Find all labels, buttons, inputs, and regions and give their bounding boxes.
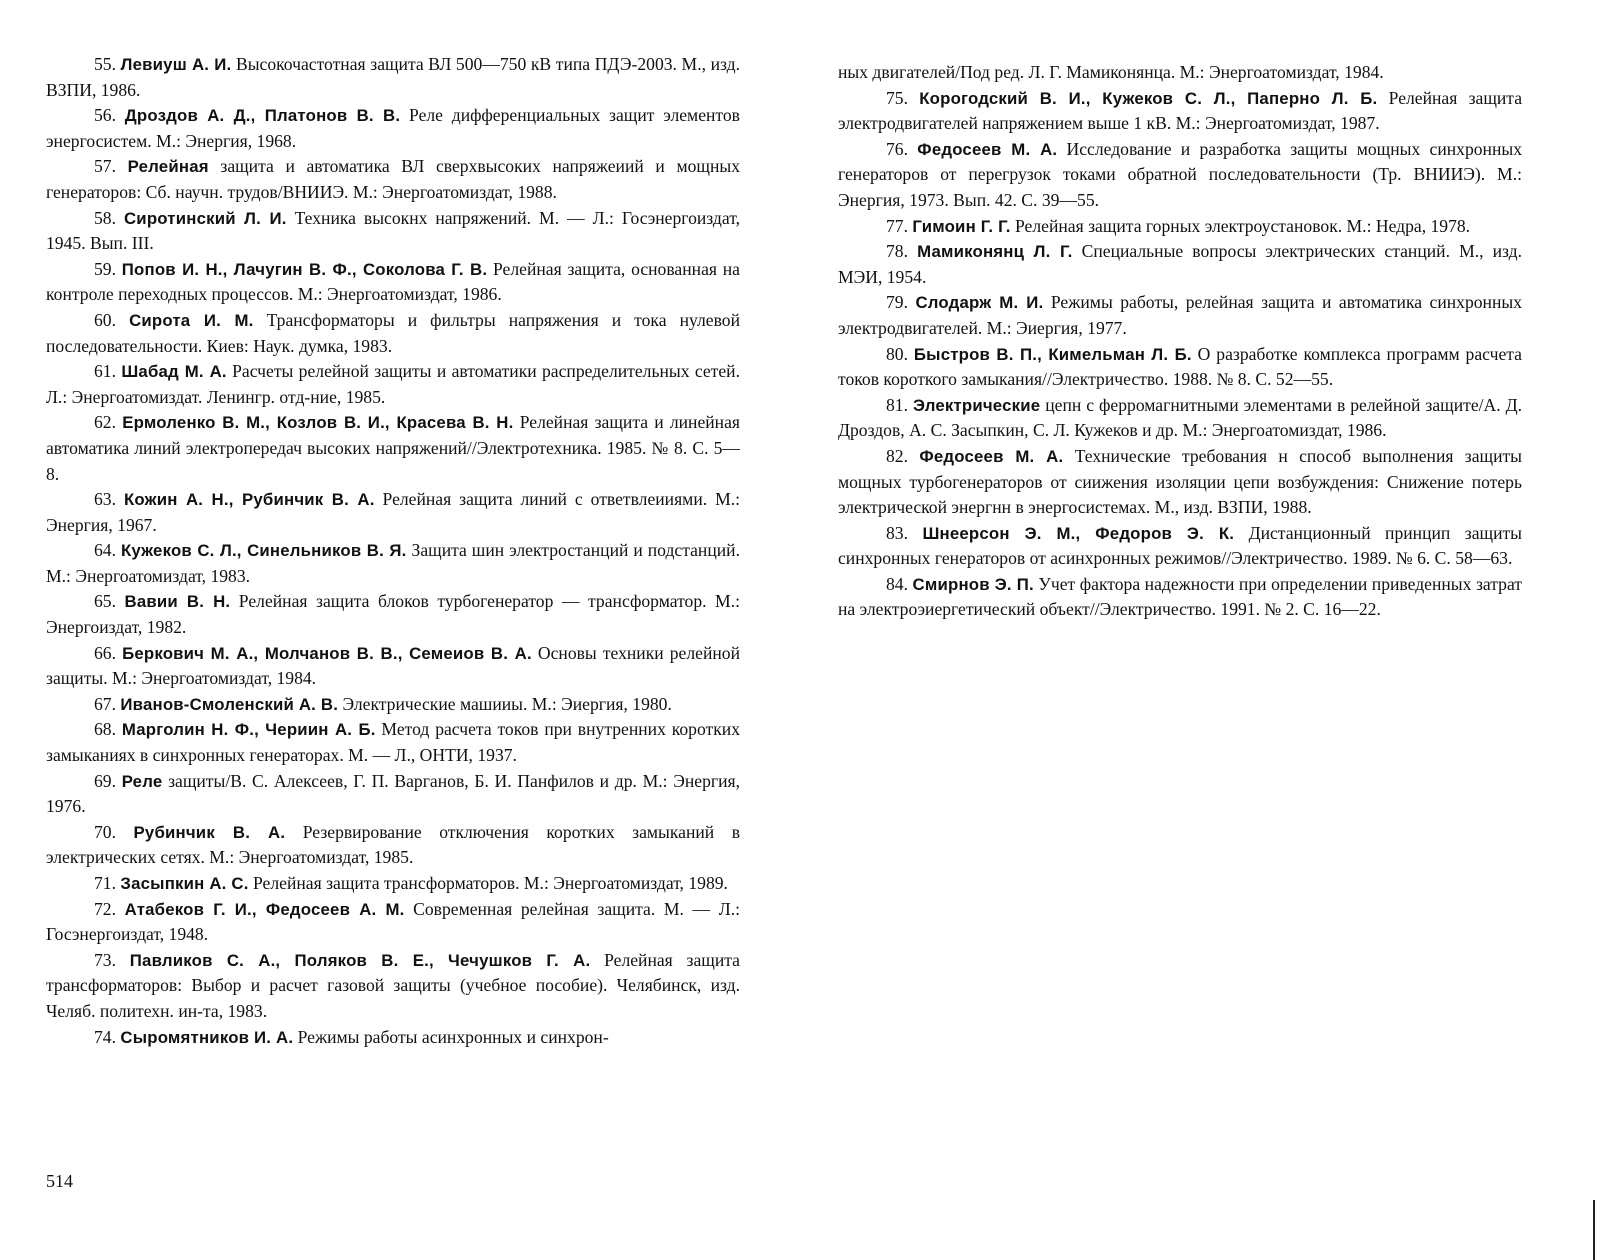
reference-author: Атабеков Г. И., Федосеев А. М. bbox=[124, 899, 405, 919]
reference-author: Попов И. Н., Лачугин В. Ф., Соколова Г. В. bbox=[121, 259, 488, 279]
reference-author: Беркович М. А., Молчанов В. В., Семеиов В. А. bbox=[122, 643, 532, 663]
reference-entry bbox=[838, 342, 1522, 393]
reference-text: Релейная защита электродвигателей напряжением выше 1 кВ. М.: Энергоатомиздат, 1987. bbox=[838, 87, 1522, 134]
reference-text: Техника высокнх напряжений. М. — Л.: Госэнергоиздат, 1945. Вып. III. bbox=[46, 207, 740, 254]
reference-author: Ермоленко В. М., Козлов В. И., Красева В. Н. bbox=[122, 413, 514, 433]
continued-entry-text: ных двигателей/Под ред. Л. Г. Мамиконянца. М.: Энергоатомиздат, 1984. bbox=[838, 62, 1384, 82]
reference-text: Расчеты релейной защиты и автоматики распределительных сетей. Л.: Энергоатомиздат. Ленингр. отд-ние, 1985. bbox=[46, 361, 740, 407]
reference-entry bbox=[838, 137, 1522, 214]
reference-author: Релейная bbox=[127, 157, 209, 177]
reference-number: 68. bbox=[94, 719, 116, 740]
reference-author: Павликов С. А., Поляков В. Е., Чечушков Г. А. bbox=[129, 950, 591, 970]
reference-text: Исследование и разработка защиты мощных синхронных генераторов от перегрузок токами обратной последовательности (Тр. ВНИИЭ). М.: Энергия, 1973. Вып. 42. С. 39—55. bbox=[838, 138, 1523, 210]
right-column bbox=[838, 60, 1522, 623]
reference-number: 62. bbox=[94, 412, 116, 433]
reference-entry bbox=[838, 86, 1522, 137]
left-column bbox=[46, 52, 740, 1050]
reference-author: Кожин А. Н., Рубинчик В. А. bbox=[123, 490, 375, 510]
reference-number: 58. bbox=[94, 207, 116, 228]
reference-author: Электрические bbox=[912, 395, 1041, 415]
reference-text: Релейная защита, основанная на контроле переходных процессов. М.: Энергоатомиздат, 1986. bbox=[46, 258, 740, 305]
reference-number: 63. bbox=[94, 489, 116, 510]
reference-number: 57. bbox=[94, 156, 116, 177]
reference-number: 73. bbox=[94, 949, 116, 970]
reference-entry bbox=[46, 641, 740, 692]
reference-number: 69. bbox=[94, 770, 116, 791]
reference-author: Дроздов А. Д., Платонов В. В. bbox=[124, 106, 401, 126]
page-edge-rule bbox=[1593, 1200, 1595, 1260]
reference-entry bbox=[46, 589, 740, 640]
reference-text: Режимы работы, релейная защита и автоматика синхронных электродвигателей. М.: Эиергия, 1977. bbox=[838, 292, 1522, 338]
reference-number: 83. bbox=[886, 522, 908, 543]
reference-entry bbox=[46, 948, 740, 1025]
reference-author: Кужеков С. Л., Синельников В. Я. bbox=[120, 541, 407, 561]
reference-entry bbox=[46, 206, 740, 257]
reference-entry bbox=[46, 871, 740, 897]
reference-entry bbox=[46, 897, 740, 948]
reference-entry bbox=[46, 538, 740, 589]
reference-entry bbox=[838, 572, 1522, 623]
reference-entry bbox=[46, 1025, 740, 1051]
reference-text: Основы техники релейной защиты. М.: Энергоатомиздат, 1984. bbox=[46, 642, 740, 689]
reference-author: Марголин Н. Ф., Чериин А. Б. bbox=[121, 720, 376, 740]
reference-entry bbox=[46, 769, 740, 820]
reference-number: 56. bbox=[94, 105, 116, 126]
reference-entry bbox=[838, 393, 1522, 444]
reference-entry bbox=[838, 521, 1522, 572]
reference-text: Релейная защита линий с ответвлеииями. М.: Энергия, 1967. bbox=[46, 489, 740, 535]
reference-text: Защита шин электростанций и подстанций. М.: Энергоатомиздат, 1983. bbox=[46, 540, 740, 586]
right-entry-list bbox=[838, 86, 1522, 623]
reference-text: Электрические машииы. М.: Эиергия, 1980. bbox=[338, 693, 672, 714]
reference-text: Реле дифференциальных защит элементов энергосистем. М.: Энергия, 1968. bbox=[46, 105, 740, 151]
reference-author: Засыпкин А. С. bbox=[120, 874, 249, 893]
reference-number: 64. bbox=[94, 540, 116, 561]
reference-number: 72. bbox=[94, 898, 116, 919]
reference-author: Сиротинский Л. И. bbox=[123, 208, 287, 228]
reference-author: Федосеев М. А. bbox=[917, 139, 1058, 159]
reference-number: 59. bbox=[94, 258, 116, 279]
reference-text: Дистанционный принцип защиты синхронных генераторов от асинхронных режимов//Электричество. 1989. № 6. С. 58—63. bbox=[838, 522, 1522, 569]
reference-entry bbox=[46, 717, 740, 768]
reference-author: Иванов-Смоленский А. В. bbox=[120, 694, 339, 714]
reference-entry bbox=[46, 257, 740, 308]
reference-entry bbox=[46, 692, 740, 718]
reference-text: защита и автоматика ВЛ сверхвысоких напряжеиий и мощных генераторов: Сб. научн. трудов/ВНИИЭ. М.: Энергоатомиздат, 1988. bbox=[46, 156, 740, 202]
reference-number: 61. bbox=[94, 361, 116, 382]
reference-author: Гимоин Г. Г. bbox=[912, 216, 1011, 236]
reference-text: защиты/В. С. Алексеев, Г. П. Варганов, Б. И. Панфилов и др. М.: Энергия, 1976. bbox=[46, 770, 740, 817]
reference-author: Вавии В. Н. bbox=[124, 592, 231, 612]
reference-entry bbox=[46, 820, 740, 871]
reference-entry bbox=[46, 103, 740, 154]
reference-number: 67. bbox=[94, 693, 116, 714]
reference-text: цепн с ферромагнитными элементами в релейной защите/А. Д. Дроздов, А. С. Засыпкин, С. Л. Кужеков и др. М.: Энергоатомиздат, 1986. bbox=[838, 394, 1522, 441]
reference-author: Корогодский В. И., Кужеков С. Л., Паперно Л. Б. bbox=[919, 88, 1378, 108]
reference-text: Метод расчета токов при внутренних коротких замыканиях в синхронных генераторах. М. — Л., ОНТИ, 1937. bbox=[46, 719, 740, 766]
reference-author: Рубинчик В. А. bbox=[133, 822, 286, 842]
reference-number: 82. bbox=[886, 445, 908, 466]
reference-number: 76. bbox=[886, 138, 908, 159]
reference-number: 55. bbox=[94, 54, 116, 74]
reference-text: Трансформаторы и фильтры напряжения и тока нулевой последовательности. Киев: Наук. думка, 1983. bbox=[46, 309, 740, 356]
reference-entry bbox=[46, 154, 740, 205]
reference-text: Технические требования н способ выполнения защиты мощных турбогенераторов от сиижения изоляции цепи возбуждения: Снижение потерь электрической энергнн в энергосистемах. М., изд. ВЗПИ, 1988. bbox=[838, 445, 1522, 518]
reference-text: Современная релейная защита. М. — Л.: Госэнергоиздат, 1948. bbox=[46, 898, 740, 945]
reference-entry bbox=[838, 214, 1522, 240]
reference-text: Релейная защита трансформаторов: Выбор и расчет газовой защиты (учебное пособие). Челябинск, изд. Челяб. политехн. ин-та, 1983. bbox=[46, 949, 740, 1021]
reference-author: Мамиконянц Л. Г. bbox=[917, 242, 1073, 262]
reference-number: 70. bbox=[94, 821, 116, 842]
reference-entry bbox=[838, 239, 1522, 290]
reference-text: Релейная защита блоков турбогенератор — трансформатор. М.: Энергоиздат, 1982. bbox=[46, 591, 740, 638]
reference-text: Релейная защита и линейная автоматика линий электропередач высоких напряжений//Электротехника. 1985. № 8. С. 5—8. bbox=[46, 412, 741, 484]
reference-author: Быстров В. П., Кимельман Л. Б. bbox=[913, 344, 1192, 364]
reference-text: Высокочастотная защита ВЛ 500—750 кВ типа ПДЭ-2003. М., изд. ВЗПИ, 1986. bbox=[46, 54, 741, 100]
reference-number: 65. bbox=[94, 591, 116, 612]
reference-text: Релейная защита горных электроустановок. М.: Недра, 1978. bbox=[1010, 215, 1471, 236]
reference-number: 77. bbox=[886, 215, 908, 236]
reference-number: 71. bbox=[94, 873, 116, 893]
reference-entry bbox=[46, 52, 740, 103]
reference-text: О разработке комплекса программ расчета токов короткого замыкания//Электричество. 1988. № 8. С. 52—55. bbox=[838, 343, 1522, 390]
reference-author: Сыромятников И. А. bbox=[120, 1027, 294, 1047]
reference-text: Учет фактора надежности при определении приведенных затрат на электроэиергетический объект//Электричество. 1991. № 2. С. 16—22. bbox=[838, 573, 1522, 620]
reference-entry bbox=[46, 308, 740, 359]
reference-number: 66. bbox=[94, 642, 116, 663]
reference-number: 60. bbox=[94, 309, 116, 330]
reference-author: Слодарж М. И. bbox=[915, 293, 1044, 313]
reference-author: Левиуш А. И. bbox=[120, 55, 232, 74]
reference-author: Смирнов Э. П. bbox=[912, 574, 1034, 594]
reference-entry bbox=[46, 410, 740, 487]
reference-text: Релейная защита трансформаторов. М.: Энергоатомиздат, 1989. bbox=[248, 873, 728, 893]
reference-author: Федосеев М. А. bbox=[919, 446, 1064, 466]
page-number: 514 bbox=[46, 1171, 73, 1191]
reference-number: 75. bbox=[886, 87, 908, 108]
reference-author: Шабад М. А. bbox=[121, 362, 227, 382]
reference-entry bbox=[838, 290, 1522, 341]
reference-number: 79. bbox=[886, 292, 908, 313]
reference-author: Реле bbox=[121, 771, 163, 791]
reference-author: Сирота И. М. bbox=[129, 310, 254, 330]
reference-text: Режимы работы асинхронных и синхрон- bbox=[293, 1026, 609, 1047]
reference-text: Специальные вопросы электрических станций. М., изд. МЭИ, 1954. bbox=[838, 241, 1522, 287]
reference-text: Резервирование отключения коротких замыканий в электрических сетях. М.: Энергоатомиздат, 1985. bbox=[46, 821, 740, 868]
reference-number: 84. bbox=[886, 573, 908, 594]
reference-entry bbox=[838, 444, 1522, 521]
reference-entry bbox=[46, 487, 740, 538]
reference-entry bbox=[46, 359, 740, 410]
reference-number: 81. bbox=[886, 394, 908, 415]
reference-number: 74. bbox=[94, 1026, 116, 1047]
reference-number: 80. bbox=[886, 343, 908, 364]
reference-author: Шнеерсон Э. М., Федоров Э. К. bbox=[922, 523, 1235, 543]
reference-number: 78. bbox=[886, 241, 908, 262]
